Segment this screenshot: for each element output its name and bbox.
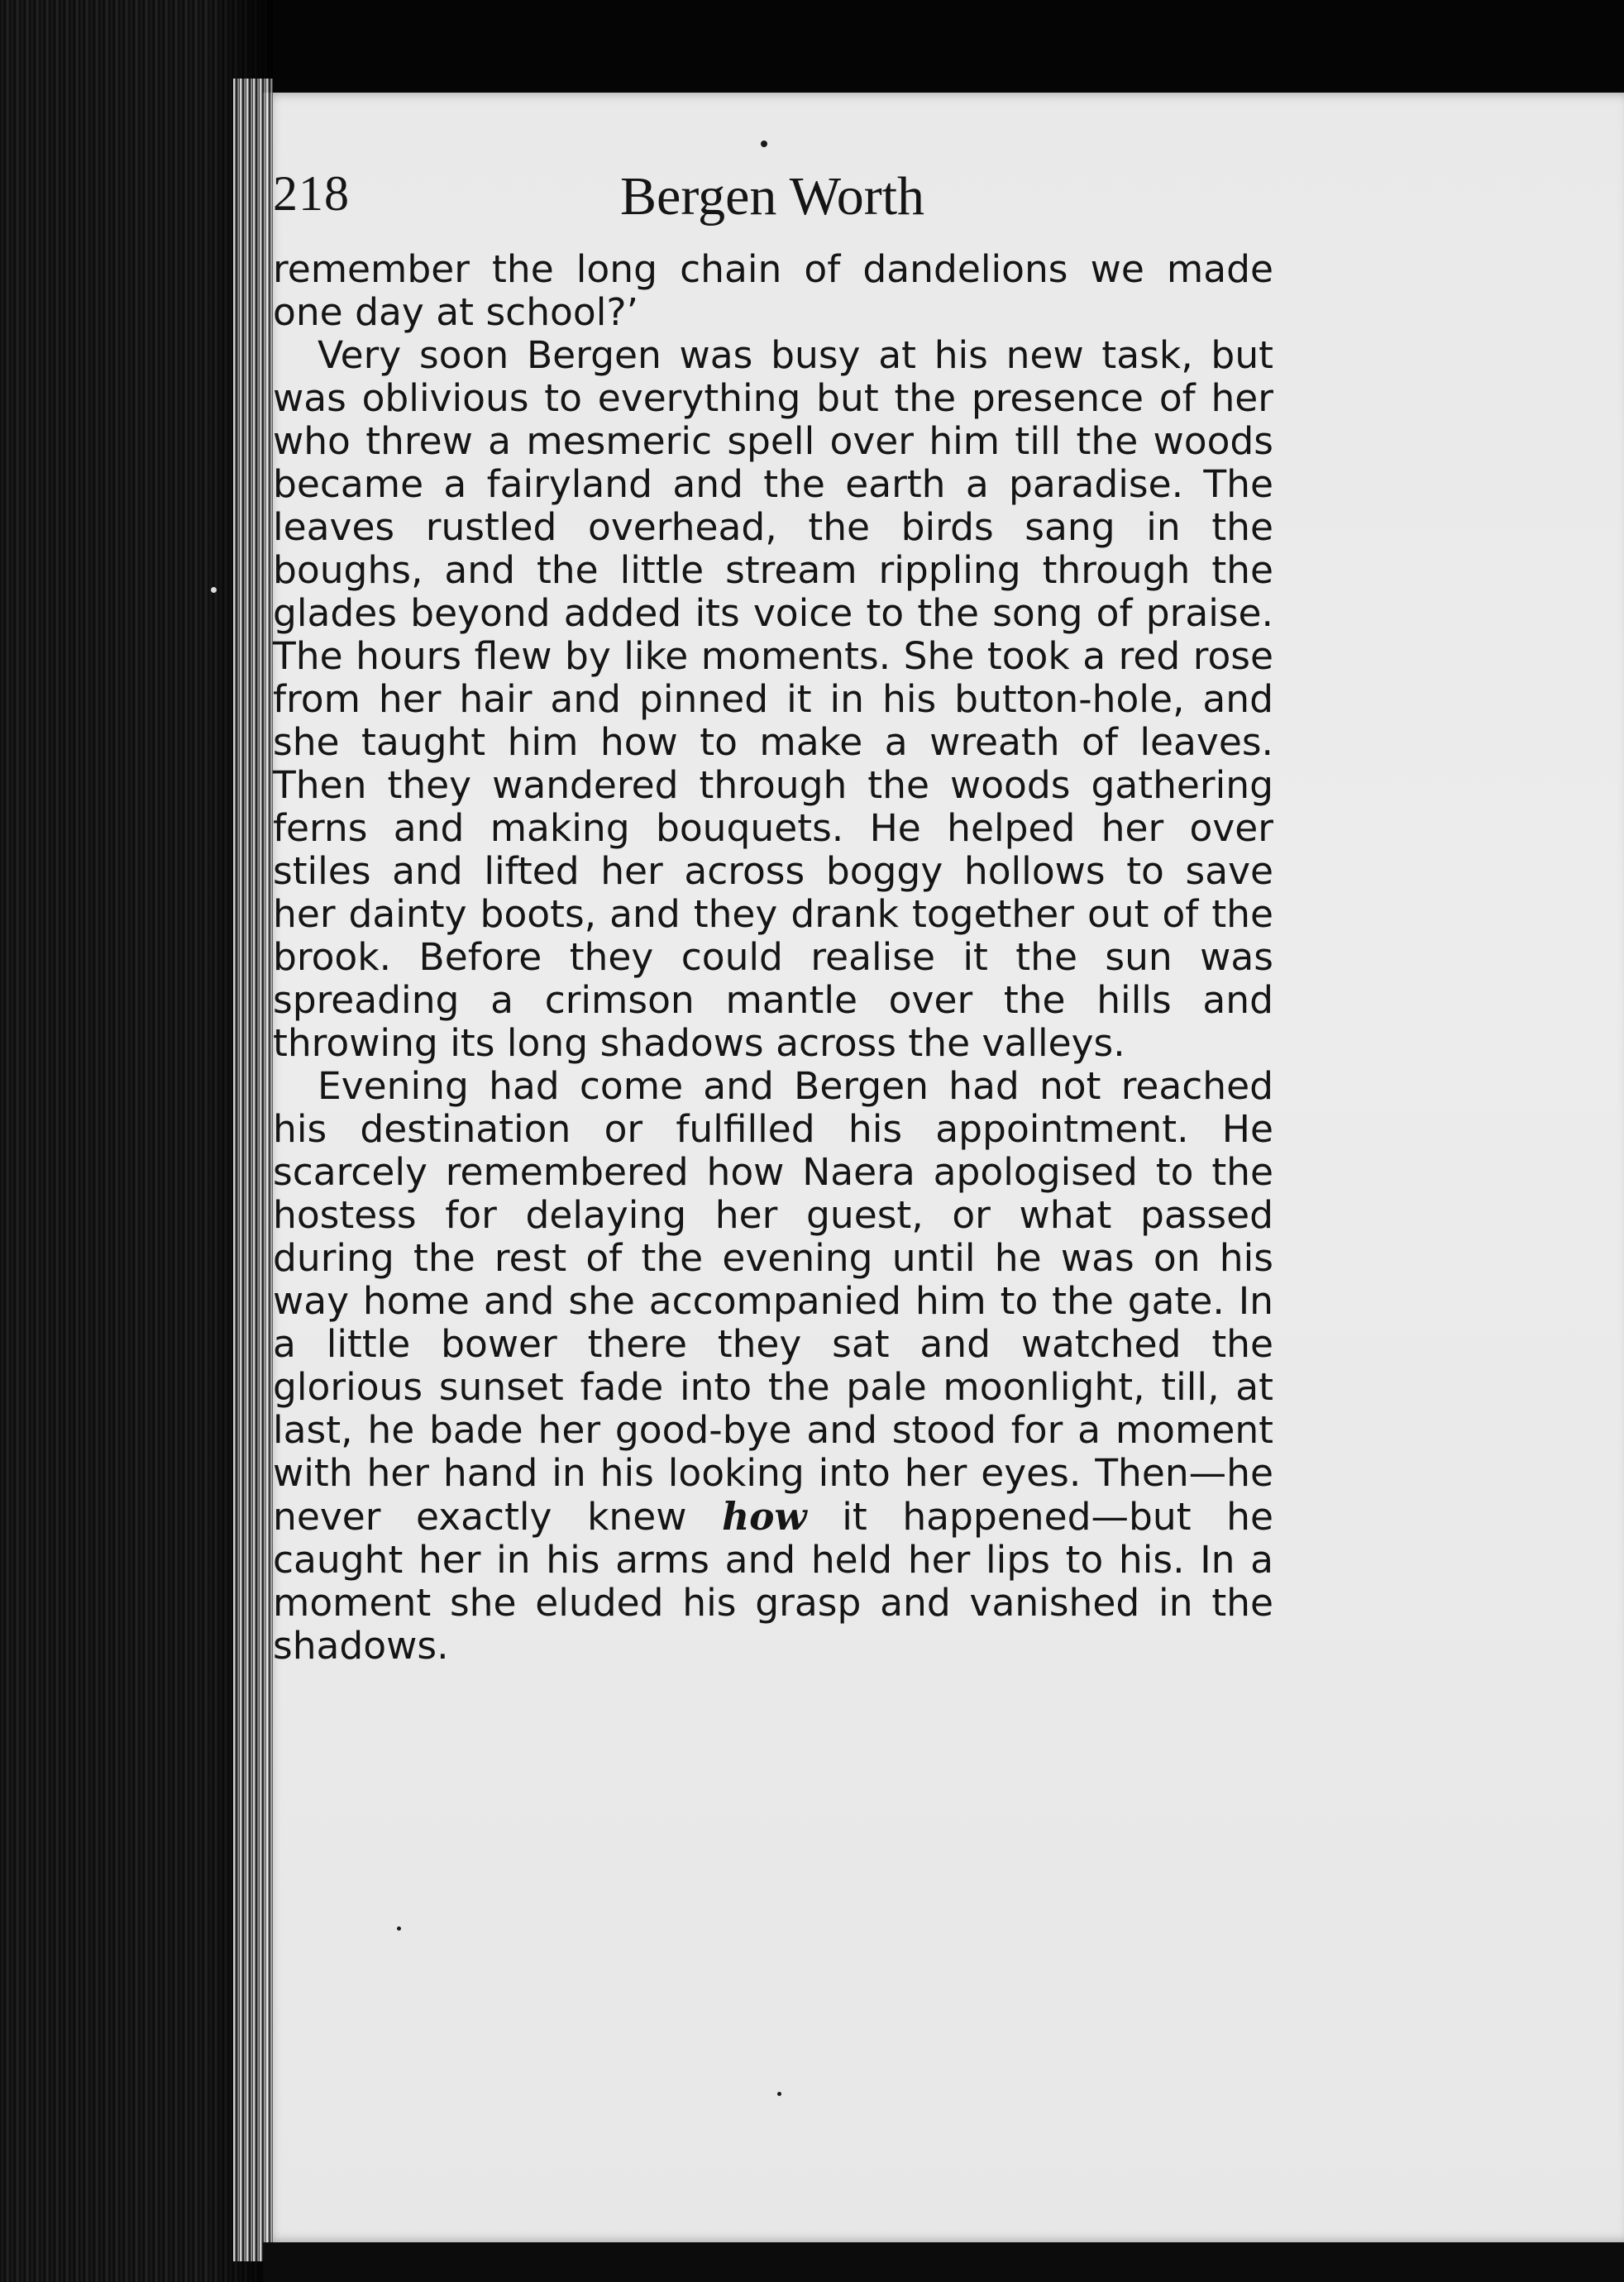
paragraph-2: Very soon Bergen was busy at his new task, but was oblivious to everything but the presence of her who threw a mesmeric spell over him till the woods became a fairyland and the earth a paradise. The leaves rustled overhead, the birds sang in the boughs, and the little stream rippling through the glades beyond added its voice to the song of praise. The hours flew by like moments. She took a red rose from her hair and pinned it in his button-hole, and she taught him how to make a wreath of leaves. Then they wandered through the woods gathering ferns and making bouquets. He helped her over stiles and lifted her across boggy hollows to save her dainty boots, and they drank together out of the brook. Before they could realise it the sun was spreading a crimson mantle over the hills and throwing its long shadows across the valleys.: [273, 333, 1273, 1065]
paragraph-3: [273, 1065, 1273, 1668]
paragraph-1: remember the long chain of dandelions we made one day at school?’: [273, 247, 1273, 334]
scan-speck: [777, 2092, 781, 2096]
running-head: [273, 165, 1265, 232]
body-text: [273, 248, 1273, 1668]
scan-speck: [211, 587, 217, 593]
paragraph-3-text-before: Evening had come and Bergen had not reached his destination or fulfilled his appointment. He scarcely remembered how Naera apologised to the hostess for delaying her guest, or what passed during the rest of the evening until he was on his way home and she accompanied him to the gate. In a little bower there they sat and watched the glorious sunset fade into the pale moonlight, till, at last, he bade her good-bye and stood for a moment with her hand in his looking into her eyes. Then—he never exactly knew: [273, 1064, 1273, 1539]
book-title: Bergen Worth: [620, 166, 925, 227]
scan-speck: [397, 1926, 401, 1931]
page-number: 218: [273, 166, 350, 221]
paragraph-3-emphasis: how: [722, 1494, 807, 1539]
page-stack-edges: [233, 79, 273, 2261]
scan-speck: [761, 141, 767, 147]
paragraph-3-text-after: it happened—but he caught her in his arms and held her lips to his. In a moment she eluded his grasp and vanished in the shadows.: [273, 1495, 1274, 1668]
scan-bottom-border: [263, 2242, 1624, 2282]
